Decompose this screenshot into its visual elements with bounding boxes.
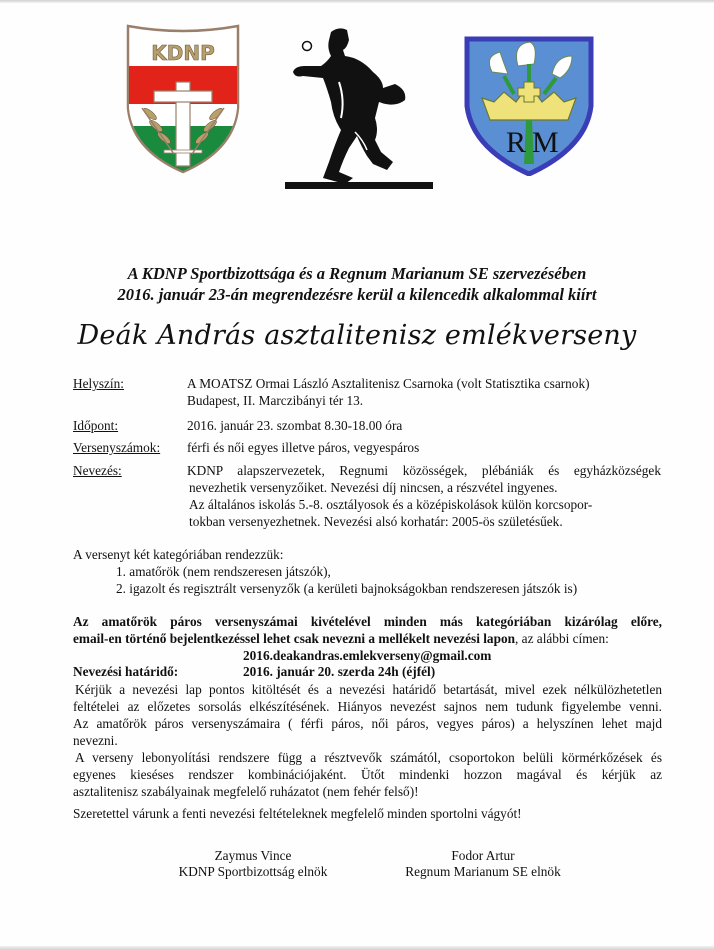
categories-intro: A versenyt két kategóriában rendezzük:	[73, 547, 284, 562]
event-title: Deák András asztalitenisz emlékverseny	[77, 320, 637, 351]
body-line: Kérjük a nevezési lap pontos kitöltését és a nevezési határidő betartását, mivel ezek nélkülözhetetlen	[75, 682, 662, 697]
events-label: Versenyszámok:	[73, 440, 161, 455]
signature-name: Fodor Artur	[451, 848, 515, 863]
organizer-line: A KDNP Sportbizottsága és a Regnum Marianum SE szervezésében	[127, 264, 587, 283]
signature-name: Zaymus Vince	[214, 848, 292, 863]
category-item: 1. amatőrök (nem rendszeresen játszók),	[116, 564, 331, 579]
announcement-line: 2016. január 23-án megrendezésre kerül a kilencedik alkalommal kiírt	[117, 285, 597, 304]
table-tennis-player-image	[283, 22, 435, 190]
kdnp-logo	[124, 22, 242, 174]
body-line: asztalitenisz szabályainak megfelelő ruházatot (nem fehér felső)!	[73, 784, 419, 799]
location-label: Helyszín:	[73, 376, 124, 391]
events-value: férfi és női egyes illetve páros, vegyespáros	[187, 440, 420, 455]
svg-text:R: R	[506, 126, 527, 159]
registration-notice: Az amatőrök páros versenyszámai kivételével minden más kategóriában kizárólag előre,	[73, 614, 662, 629]
top-edge	[0, 0, 714, 3]
location-line: Budapest, II. Marczibányi tér 13.	[187, 393, 364, 408]
registration-notice-tail: , az alábbi címen:	[515, 631, 609, 646]
body-line: feltételei az előzetes sorsolás elkészítésének. Hiányos nevezést sajnos nem tudunk figyelembe venni.	[73, 699, 662, 714]
time-value: 2016. január 23. szombat 8.30-18.00 óra	[187, 418, 403, 433]
body-line: Az amatőrök páros versenyszámaira ( férfi páros, női páros, vegyes páros) a helyszínen lehet majd	[73, 716, 662, 731]
bottom-edge	[0, 946, 714, 950]
body-line: nevezni.	[73, 733, 118, 748]
regnum-marianum-logo	[464, 36, 594, 176]
body-line: A verseny lebonyolítási rendszere függ a résztvevők számától, csoportokon belüli körmérkőzések és	[75, 750, 662, 765]
deadline-label: Nevezési határidő:	[73, 664, 179, 679]
deadline-value: 2016. január 20. szerda 24h (éjfél)	[243, 664, 436, 679]
registration-notice-line2	[73, 631, 609, 647]
registration-email[interactable]: 2016.deakandras.emlekverseny@gmail.com	[243, 648, 492, 663]
location-line: A MOATSZ Ormai László Asztalitenisz Csarnoka (volt Statisztika csarnok)	[187, 376, 590, 391]
signature-role: KDNP Sportbizottság elnök	[178, 864, 328, 879]
time-label: Időpont:	[73, 418, 119, 433]
entry-line: Az általános iskolás 5.-8. osztályosok és a középiskolások külön korcsopor-	[189, 497, 593, 512]
body-line: egyenes kieséses rendszer kombinációjaként. Ütőt mindenki hozzon magával és kérjük az	[73, 767, 662, 782]
entry-line: tokban versenyezhetnek. Nevezési alsó korhatár: 2005-ös születésűek.	[189, 514, 563, 529]
svg-text:M: M	[532, 126, 559, 159]
registration-notice-bold: email-en történő bejelentkezéssel lehet csak nevezni a mellékelt nevezési lapon	[73, 631, 516, 646]
entry-line: nevezhetik versenyzőiket. Nevezési díj nincsen, a részvétel ingyenes.	[189, 480, 558, 495]
category-item: 2. igazolt és regisztrált versenyzők (a kerületi bajnokságokban rendszeresen játszók is)	[116, 581, 578, 596]
entry-line: KDNP alapszervezetek, Regnumi közösségek, plébániák és egyházközségek	[187, 463, 661, 478]
signature-role: Regnum Marianum SE elnök	[405, 864, 561, 879]
svg-text:KDNP: KDNP	[151, 41, 215, 65]
closing-line: Szeretettel várunk a fenti nevezési feltételeknek megfelelő minden sportolni vágyót!	[73, 806, 522, 821]
entry-label: Nevezés:	[73, 463, 122, 478]
